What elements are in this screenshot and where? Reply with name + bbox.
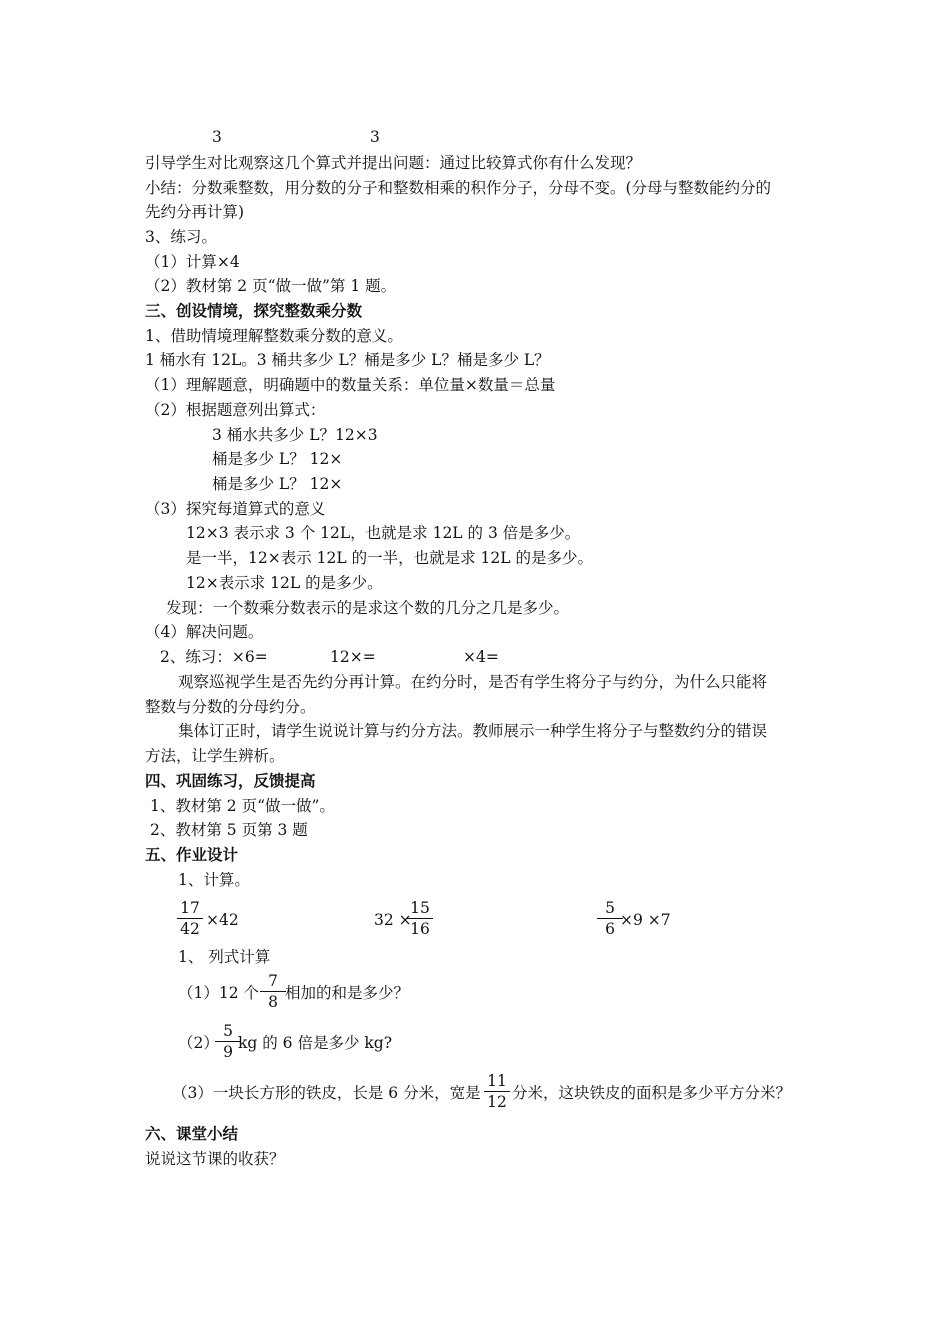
text-line: 3 桶水共多少 L？12×3	[212, 426, 378, 444]
fraction-bar	[484, 1091, 510, 1092]
expression-text: ×9 ×7	[620, 911, 671, 929]
numerator: 17	[180, 899, 200, 917]
text-line: （3）探究每道算式的意义	[145, 500, 326, 518]
text-line: 说说这节课的收获？	[145, 1150, 285, 1168]
text-line: 观察巡视学生是否先约分再计算。在约分时，是否有学生将分子与约分，为什么只能将	[178, 673, 768, 691]
question-text: kg 的 6 倍是多少 kg?	[238, 1034, 393, 1052]
fraction-bar	[177, 918, 203, 919]
text-line: 2、教材第 5 页第 3 题	[150, 821, 308, 839]
text-line: 1、借助情境理解整数乘分数的意义。	[145, 327, 403, 345]
text-line: （1）计算×4	[145, 253, 240, 271]
text-line: （2）根据题意列出算式：	[145, 401, 326, 419]
text-line: 小结：分数乘整数，用分数的分子和整数相乘的积作分子，分母不变。(分母与整数能约分的	[145, 179, 772, 197]
text-line: 3、练习。	[145, 228, 217, 246]
fraction-bar	[260, 991, 286, 992]
section-heading: 三、创设情境，探究整数乘分数	[145, 302, 363, 320]
text-line: 桶是多少 L？ 12×	[212, 475, 343, 493]
numerator: 15	[410, 899, 430, 917]
denominator: 6	[605, 920, 615, 938]
question-text: （2）	[178, 1034, 219, 1052]
text-line: 集体订正时，请学生说说计算与约分方法。教师展示一种学生将分子与整数约分的错误	[178, 722, 768, 740]
fraction-bar	[407, 918, 433, 919]
fraction	[258, 972, 288, 1011]
top-number-left: 3	[212, 128, 222, 146]
question-text: 分米，这块铁皮的面积是多少平方分米？	[512, 1084, 792, 1102]
section-heading: 五、作业设计	[145, 846, 239, 864]
text-line: （1）理解题意，明确题中的数量关系：单位量×数量＝总量	[145, 376, 556, 394]
denominator: 42	[180, 920, 200, 938]
question-text: （3）一块长方形的铁皮，长是 6 分米，宽是	[172, 1084, 481, 1102]
text-line: 先约分再计算)	[145, 203, 245, 221]
expression-text: ×42	[206, 911, 239, 929]
denominator: 12	[487, 1093, 507, 1111]
text-line: 12×=	[330, 648, 376, 666]
top-number-right: 3	[370, 128, 380, 146]
numerator: 5	[223, 1022, 233, 1040]
fraction	[175, 899, 205, 938]
expression-text: 32 ×	[374, 911, 412, 929]
text-line: 桶是多少 L？ 12×	[212, 450, 343, 468]
text-line: 12×3 表示求 3 个 12L，也就是求 12L 的 3 倍是多少。	[186, 524, 581, 542]
question-text: 相加的和是多少？	[285, 984, 410, 1002]
text-line: 发现：一个数乘分数表示的是求这个数的几分之几是多少。	[166, 599, 570, 617]
text-line: （2）教材第 2 页“做一做”第 1 题。	[145, 277, 397, 295]
text-line: 2、练习：×6=	[160, 648, 268, 666]
denominator: 16	[410, 920, 430, 938]
text-line: 是一半，12×表示 12L 的一半，也就是求 12L 的是多少。	[186, 549, 593, 567]
text-line: 整数与分数的分母约分。	[145, 698, 316, 716]
text-line: 1、计算。	[178, 871, 250, 889]
numerator: 5	[605, 899, 615, 917]
section-heading: 四、巩固练习，反馈提高	[145, 772, 316, 790]
denominator: 9	[223, 1043, 233, 1061]
fraction	[405, 899, 435, 938]
denominator: 8	[268, 993, 278, 1011]
section-heading: 六、课堂小结	[145, 1125, 239, 1143]
text-line: （4）解决问题。	[145, 623, 264, 641]
text-line: 12×表示求 12L 的是多少。	[186, 574, 383, 592]
text-line: 1、 列式计算	[178, 948, 271, 966]
numerator: 11	[487, 1072, 507, 1090]
text-line: 1、教材第 2 页“做一做”。	[150, 797, 335, 815]
question-text: （1）12 个	[178, 984, 260, 1002]
text-line: 引导学生对比观察这几个算式并提出问题：通过比较算式你有什么发现？	[145, 154, 642, 172]
text-line: 方法，让学生辨析。	[145, 747, 285, 765]
text-line: ×4=	[463, 648, 499, 666]
text-line: 1 桶水有 12L。3 桶共多少 L？桶是多少 L？桶是多少 L？	[145, 351, 550, 369]
numerator: 7	[268, 972, 278, 990]
fraction	[482, 1072, 512, 1111]
